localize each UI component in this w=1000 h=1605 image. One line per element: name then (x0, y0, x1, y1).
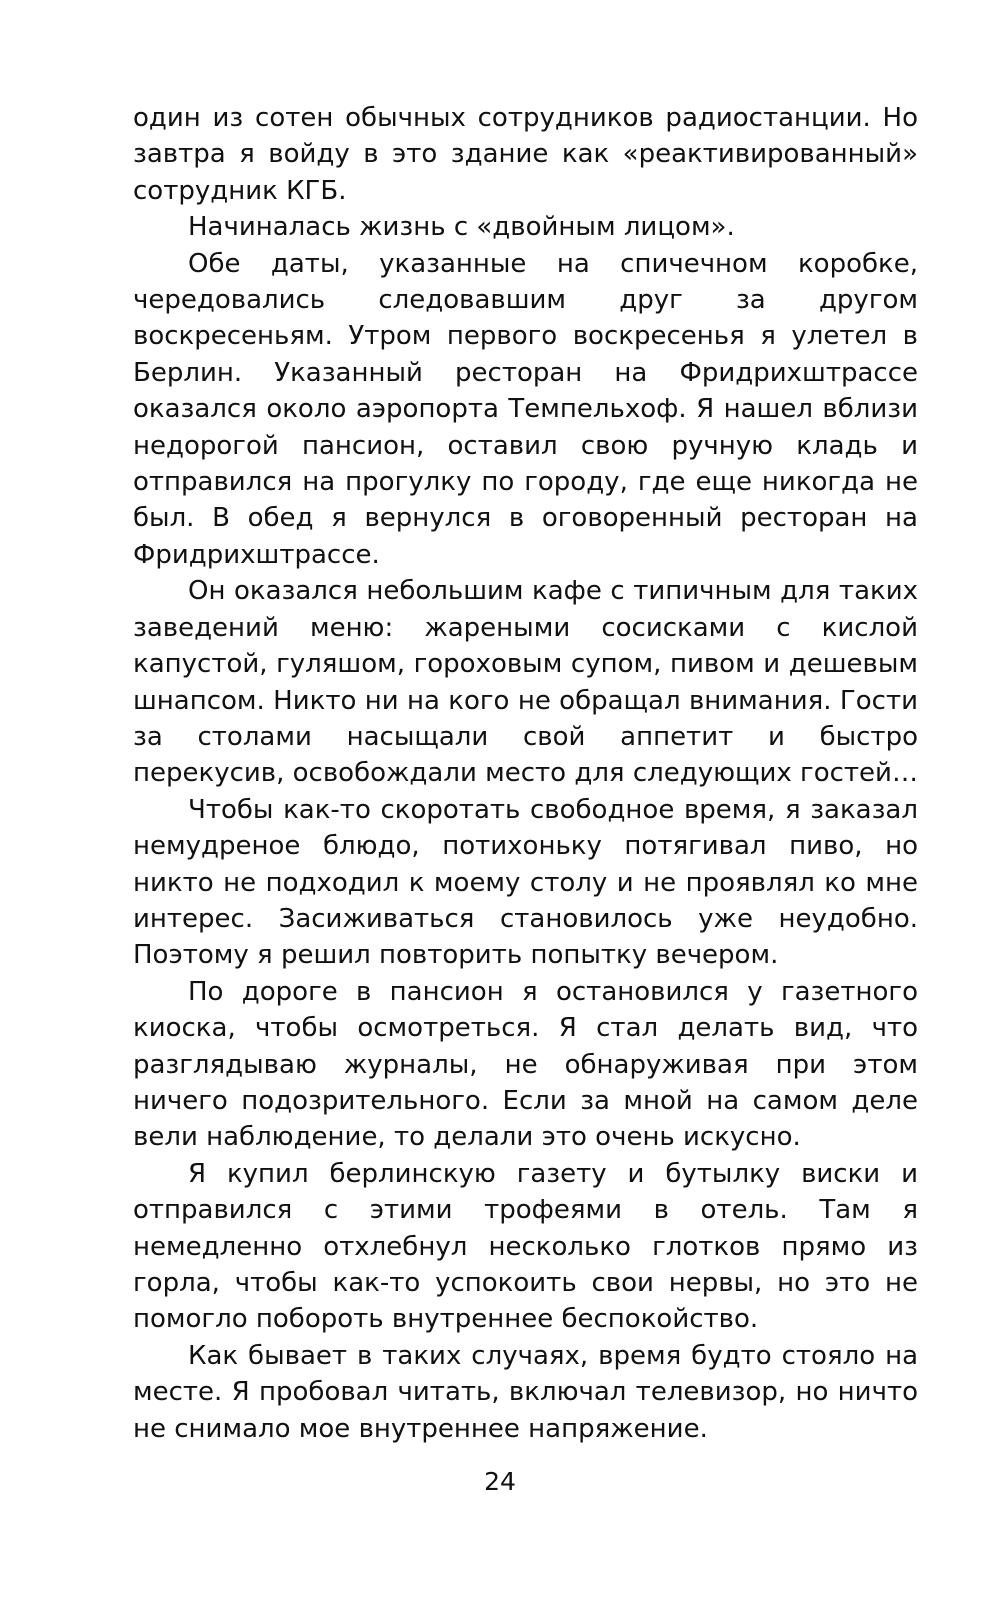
paragraph-5: Чтобы как-то скоротать свободное время, я заказал немудреное блюдо, потихоньку потягивал пиво, но никто не подходил к моему столу и не проявлял ко мне интерес. Засиживаться становилось уже неудобно. Поэтому я решил повторить попытку вечером. (133, 794, 918, 971)
paragraph-8: Как бывает в таких случаях, время будто стояло на месте. Я пробовал читать, включал телевизор, но ничто не снимало мое внутреннее напряжение. (133, 1340, 918, 1444)
paragraph-6: По дороге в пансион я остановился у газетного киоска, чтобы осмотреться. Я стал делать вид, что разглядываю журналы, не обнаруживая при этом ничего подозрительного. Если за мной на самом деле вели наблюдение, то делали это очень искусно. (133, 976, 918, 1153)
paragraph-3: Обе даты, указанные на спичечном коробке, чередовались следовавшим друг за другом воскресеньям. Утром первого воскресенья я улетел в Берлин. Указанный ресторан на Фридрихштрассе оказался около аэропорта Темпельхоф. Я нашел вблизи недорогой пансион, оставил свою ручную кладь и отправился на прогулку по городу, где еще никогда не был. В обед я вернулся в оговоренный ресторан на Фридрихштрассе. (133, 248, 918, 570)
page-number: 24 (484, 1467, 516, 1496)
body-text (133, 100, 918, 1447)
paragraph-4: Он оказался небольшим кафе с типичным для таких заведений меню: жареными сосисками с кислой капустой, гуляшом, гороховым супом, пивом и дешевым шнапсом. Никто ни на кого не обращал внимания. Гости за столами насыщали свой аппетит и быстро перекусив, освобождали место для следующих гостей… (133, 576, 918, 789)
paragraph-2: Начиналась жизнь с «двойным лицом». (188, 212, 735, 243)
paragraph-1: один из сотен обычных сотрудников радиостанции. Но завтра я войду в это здание как «реактивированный» сотрудник КГБ. (133, 103, 918, 206)
paragraph-7: Я купил берлинскую газету и бутылку виски и отправился с этими трофеями в отель. Там я немедленно отхлебнул несколько глотков прямо из горла, чтобы как-то успокоить свои нервы, но это не помогло побороть внутреннее беспокойство. (133, 1158, 918, 1335)
